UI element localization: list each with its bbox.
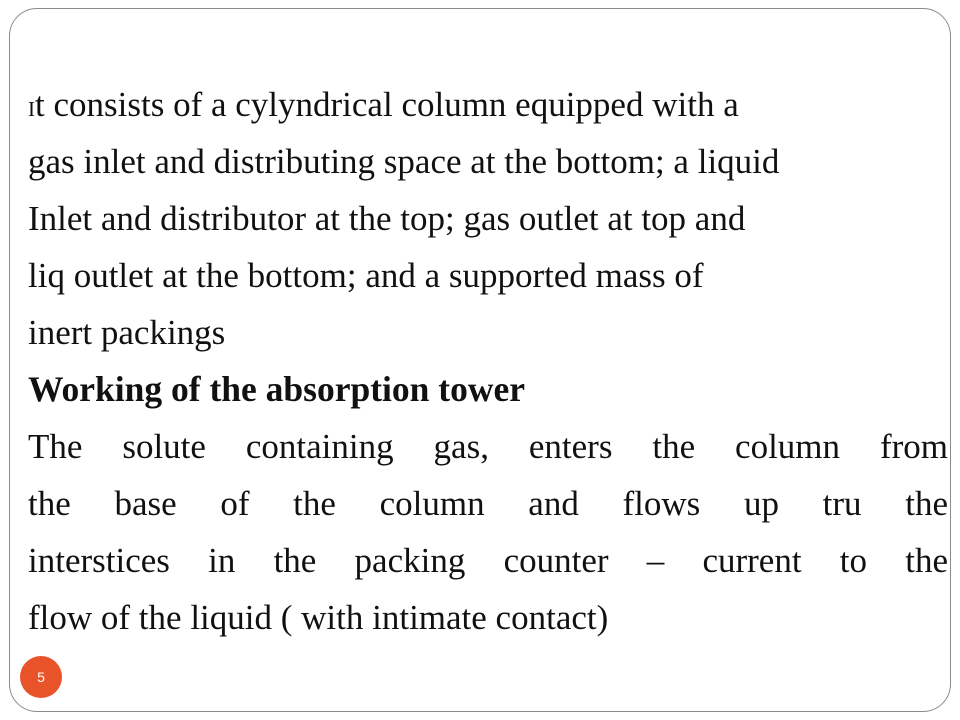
page-number-badge: 5 — [20, 656, 62, 698]
section-heading: Working of the absorption tower — [28, 369, 525, 409]
paragraph-1-line-3: Inlet and distributor at the top; gas outlet at top and — [28, 199, 746, 238]
paragraph-1-line-2: gas inlet and distributing space at the bottom; a liquid — [28, 142, 780, 181]
paragraph-1-line-1: It consists of a cylyndrical column equipped with a — [28, 85, 739, 124]
paragraph-2-line-3: interstices in the packing counter – current to the — [28, 541, 948, 580]
paragraph-1-line-5: inert packings — [28, 313, 226, 352]
slide-content — [28, 76, 948, 646]
paragraph-2-line-1: The solute containing gas, enters the column from — [28, 427, 948, 466]
paragraph-2-line-2: the base of the column and flows up tru the — [28, 484, 948, 523]
paragraph-2-line-4: flow of the liquid ( with intimate contact) — [28, 598, 609, 637]
drop-letter: I — [28, 97, 35, 121]
paragraph-1-line-4: liq outlet at the bottom; and a supported mass of — [28, 256, 704, 295]
